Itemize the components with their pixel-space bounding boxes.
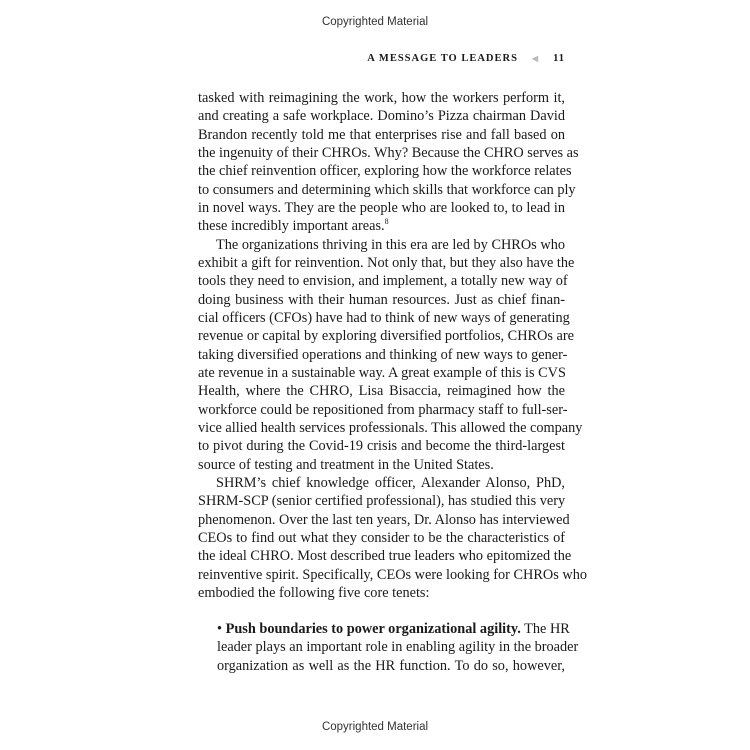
bullet-line: leader plays an important role in enabling agility in the broader: [217, 639, 579, 656]
text-line: phenomenon. Over the last ten years, Dr. Alonso has interviewed: [198, 511, 570, 528]
bullet-marker: •: [217, 621, 223, 637]
text-line: tasked with reimagining the work, how the workers perform it,: [198, 90, 565, 106]
text-line: SHRM’s chief knowledge officer, Alexander Alonso, PhD,: [216, 474, 565, 491]
running-head-title: A MESSAGE TO LEADERS: [367, 53, 518, 64]
text-line: ate revenue in a sustainable way. A great example of this is CVS: [198, 364, 566, 381]
text-line: Brandon recently told me that enterprises rise and fall based on: [198, 126, 565, 143]
text-line: to pivot during the Covid-19 crisis and become the third-largest: [198, 438, 565, 455]
text-line: cial officers (CFOs) have had to think of new ways of generating: [198, 309, 570, 326]
running-head: [367, 53, 565, 64]
paragraph: [198, 236, 583, 474]
text-line: these incredibly important areas.$^8$: [198, 217, 389, 235]
text-line: to consumers and determining which skills that workforce can ply: [198, 181, 576, 198]
text-line: The organizations thriving in this era are led by CHROs who: [216, 236, 565, 253]
text-line: doing business with their human resources. Just as chief finan-: [198, 291, 565, 308]
bullet-heading: Push boundaries to power organizational agility.: [225, 621, 521, 637]
footnote-marker[interactable]: 8: [384, 217, 389, 227]
text-line: embodied the following five core tenets:: [198, 584, 430, 601]
copyright-watermark-bottom: Copyrighted Material: [321, 721, 429, 733]
text-line: taking diversified operations and thinking of new ways to gener-: [198, 346, 568, 363]
text-line: and creating a safe workplace. Domino’s Pizza chairman David: [198, 108, 565, 125]
text-line: reinventive spirit. Specifically, CEOs were looking for CHROs who: [198, 566, 587, 583]
paragraph: [198, 89, 579, 236]
text-line: exhibit a gift for reinvention. Not only that, but they also have the: [198, 254, 575, 271]
bullet-text: The HR: [520, 621, 570, 637]
bullet-item: [217, 620, 579, 675]
text-line: workforce could be repositioned from pharmacy staff to full-ser-: [198, 401, 568, 418]
text-line: the ideal CHRO. Most described true leaders who epitomized the: [198, 548, 572, 565]
paragraph: [198, 474, 587, 602]
text-line: source of testing and treatment in the United States.: [198, 456, 494, 473]
body-text: [198, 89, 587, 602]
text-line: tools they need to envision, and implement, a totally new way of: [198, 273, 568, 290]
text-line: CEOs to find out what they consider to be the characteristics of: [198, 529, 565, 546]
triangle-left-icon: ◀: [531, 54, 540, 63]
text-line: vice allied health services professionals. This allowed the company: [198, 419, 583, 436]
text-line: SHRM-SCP (senior certified professional), has studied this very: [198, 493, 566, 510]
text-line: the ingenuity of their CHROs. Why? Because the CHRO serves as: [198, 144, 579, 161]
text-line: in novel ways. They are the people who are looked to, to lead in: [198, 199, 565, 216]
page-number: 11: [553, 53, 565, 64]
text-line: revenue or capital by exploring diversified portfolios, CHROs are: [198, 328, 574, 345]
text-line: Health, where the CHRO, Lisa Bisaccia, reimagined how the: [198, 383, 565, 400]
copyright-watermark-top: Copyrighted Material: [321, 16, 429, 28]
bullet-line: organization as well as the HR function. To do so, however,: [217, 657, 565, 674]
text-line: the chief reinvention officer, exploring how the workforce relates: [198, 163, 572, 180]
